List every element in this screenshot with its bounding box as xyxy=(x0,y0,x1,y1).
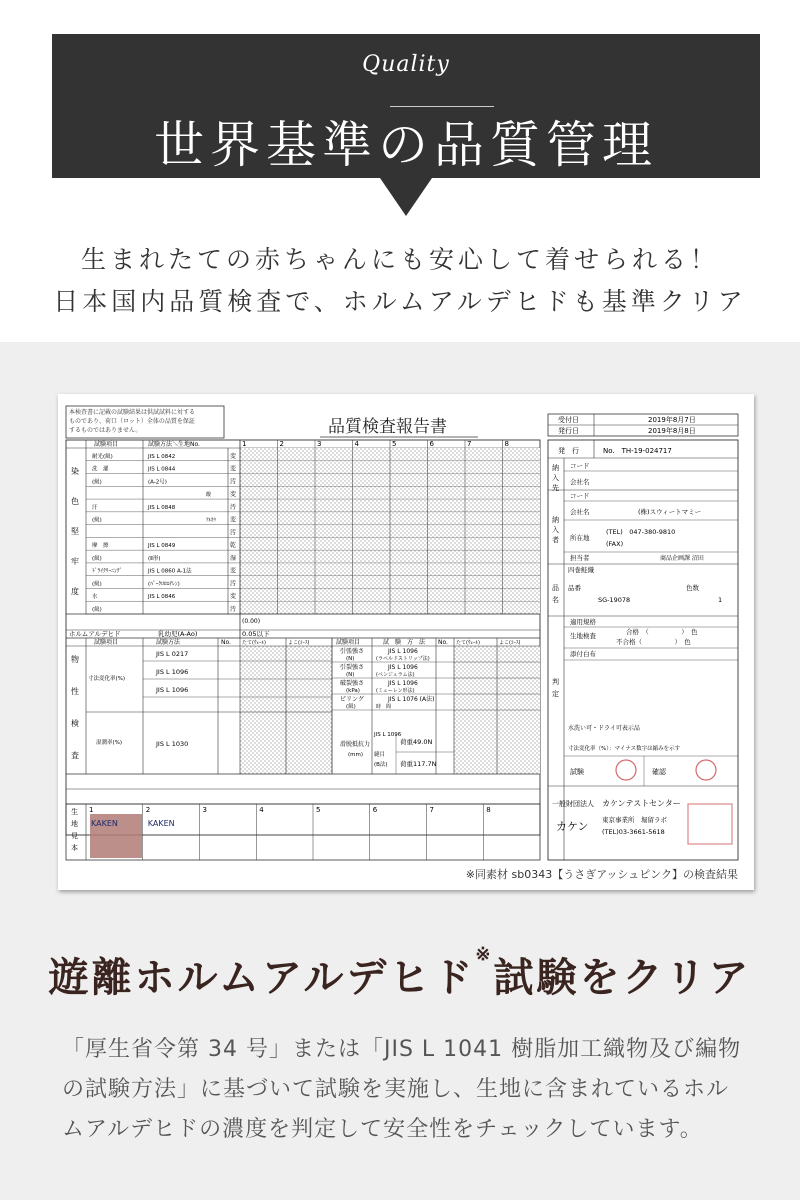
notice-text-3: するものではありません。 xyxy=(69,427,142,434)
section-heading-mark: ※ xyxy=(475,944,494,965)
issue-no: No. TH-19-024717 xyxy=(603,447,672,455)
person-value: 商品企画課 沼田 xyxy=(660,555,704,562)
delivery-code-label: コード xyxy=(570,462,590,470)
fabric-side-char: 地 xyxy=(71,820,78,828)
phys-right-unit: (級) xyxy=(346,704,356,710)
phys-head-weft-2: よこ(ｺｰｽ) xyxy=(499,640,521,646)
phys-item: 寸法変化率(%) xyxy=(88,676,126,682)
issued-label: 発行日 xyxy=(558,427,579,435)
dyeing-item: 耐光(級) xyxy=(92,453,113,460)
formaldehyde-method: 乳幼児(A-Ao) xyxy=(158,630,198,638)
dyeing-mark: 変 xyxy=(230,593,237,601)
banner-subtitle: Quality xyxy=(362,52,450,77)
judge-side-char: 定 xyxy=(552,690,559,698)
fabric-columns xyxy=(89,804,491,860)
dyeing-mark: 乾 xyxy=(230,542,237,550)
inspect-label: 生地検査 xyxy=(570,632,596,640)
phys-right-method: JIS L 1076 (A法) xyxy=(388,696,435,703)
phys-head-warp-2: たて(ｳｪｰﾙ) xyxy=(456,640,480,646)
phys-head-no-2: No. xyxy=(438,639,448,646)
phys-right-method: JIS L 1096 xyxy=(388,648,418,655)
org-prefix: 一般財団法人 xyxy=(552,800,594,808)
column-numbers xyxy=(242,440,509,448)
phys-side-char: 物 xyxy=(71,655,79,664)
deliverer-side-char: 者 xyxy=(552,536,559,544)
phys-side-labels xyxy=(71,654,79,760)
deliverer-company-label: 会社名 xyxy=(570,508,590,516)
attach-label: 添付白布 xyxy=(570,650,596,658)
deliverer-company-value: (株)スウィートマミー xyxy=(638,508,702,516)
slip-load-2: 荷重117.7N xyxy=(400,760,437,768)
dyeing-side-char: 染 xyxy=(71,467,79,476)
deliverer-side-char: 入 xyxy=(552,526,559,534)
dyeing-mark: 変 xyxy=(230,516,237,524)
fabric-no: 6 xyxy=(372,806,378,814)
office-tel: (TEL)03-3661-5618 xyxy=(602,828,665,836)
dyeing-item: (級) xyxy=(92,555,102,562)
phys-right-detail: 時 間 xyxy=(376,704,392,710)
phys-head-warp: たて(ｳｪｰﾙ) xyxy=(242,640,266,646)
dyeing-method: JIS L 0844 xyxy=(148,466,176,473)
deliverer-code-label: コード xyxy=(570,492,590,500)
person-label: 担当者 xyxy=(570,554,590,562)
fabric-no: 2 xyxy=(145,806,151,814)
dyeing-item: (級) xyxy=(92,479,102,486)
color-label: 色数 xyxy=(686,584,699,592)
dyeing-method: JIS L 0849 xyxy=(148,543,176,550)
banner-divider xyxy=(390,106,494,107)
phys-head-item-2: 試験項目 xyxy=(336,639,361,646)
column-header-1: 1 xyxy=(242,440,247,448)
dyeing-method: (Ⅱ形) xyxy=(148,555,161,562)
product-side-char: 品 xyxy=(552,584,559,592)
column-header-5: 5 xyxy=(392,440,397,448)
dyeing-side-char: 度 xyxy=(71,587,79,596)
issued-date: 2019年8月8日 xyxy=(648,427,696,435)
judge-side-char: 判 xyxy=(552,678,559,686)
received-label: 受付日 xyxy=(558,416,579,424)
slip-item: 滑脱抵抗力 xyxy=(340,741,371,748)
fabric-no: 4 xyxy=(259,806,264,814)
dyeing-item: 洗 濯 xyxy=(92,466,109,473)
dyeing-side-char: 堅 xyxy=(71,527,79,536)
org-stamp xyxy=(688,804,732,844)
intro-line-2: 日本国内品質検査で、ホルムアルデヒドも基準クリア xyxy=(53,287,747,316)
dyeing-method: JIS L 0846 xyxy=(148,594,176,601)
org-name: カケンテストセンター xyxy=(602,799,681,808)
dyeing-head-method: 試験方法＼生地No. xyxy=(148,441,200,448)
phys-item: 湿潤率(%) xyxy=(96,740,123,746)
address-label: 所在地 xyxy=(570,534,590,542)
dyeing-side-char: 牢 xyxy=(71,557,79,566)
dyeing-method: JIS L 0848 xyxy=(148,504,176,511)
notice-text-2: ものであり、荷口（ロット）全体の品質を保証 xyxy=(69,418,195,425)
report-caption: ※同素材 sb0343【うさぎアッシュピンク】の検査結果 xyxy=(465,868,738,881)
column-header-7: 7 xyxy=(467,440,472,448)
dyeing-item: 摩 擦 xyxy=(92,543,109,550)
fabric-label: KAKEN xyxy=(147,819,175,828)
dyeing-side-labels xyxy=(71,466,79,596)
product-side-char: 名 xyxy=(552,596,559,604)
dyeing-mark: 汚 xyxy=(230,478,237,486)
phys-right-item: 引張強さ xyxy=(340,648,365,655)
phys-side-char: 検 xyxy=(71,719,79,728)
dyeing-head-item: 試験項目 xyxy=(94,441,119,448)
dyeing-side-char: 色 xyxy=(71,497,79,506)
phys-side-char: 性 xyxy=(71,687,79,696)
color-value: 1 xyxy=(718,596,723,604)
delivery-side-char: 納 xyxy=(552,464,559,472)
column-header-2: 2 xyxy=(279,440,284,448)
fabric-no: 7 xyxy=(429,806,434,814)
dyeing-item: (級) xyxy=(92,607,102,613)
dyeing-mark: 汚 xyxy=(230,503,237,511)
fabric-side-char: 本 xyxy=(71,844,78,852)
slip-method: JIS L 1096 xyxy=(374,732,402,738)
hinban-label: 品番 xyxy=(568,584,581,592)
received-date: 2019年8月7日 xyxy=(648,416,696,424)
report-title: 品質検査報告書 xyxy=(328,417,447,437)
delivery-company-label: 会社名 xyxy=(570,478,590,486)
phys-right-detail: (ペンジュラム法) xyxy=(376,672,415,678)
dyeing-mark: 汚 xyxy=(230,580,237,588)
standard-label: 適用規格 xyxy=(570,618,596,626)
column-header-3: 3 xyxy=(317,440,322,448)
dyeing-mark: 変 xyxy=(230,491,237,499)
quality-banner xyxy=(52,34,760,178)
dyeing-method: JIS L 0860 A-1法 xyxy=(148,568,192,575)
org-logo: カケン xyxy=(556,820,589,833)
dyeing-item: ﾄﾞﾗｲｸﾘｰﾆﾝｸﾞ xyxy=(92,568,123,575)
phys-right-unit: (N) xyxy=(346,672,355,678)
dyeing-item: (級) xyxy=(92,581,102,588)
section-heading-tail: 試験をクリア xyxy=(493,954,752,1001)
dim-note: 寸法変化率（%）：マイナス数字は縮みを示す xyxy=(568,746,681,752)
dyeing-mark: 変 xyxy=(230,452,237,460)
phys-right-item: 引裂強さ xyxy=(340,664,365,671)
wash-note: 水洗い可・ドライ可表示品 xyxy=(568,725,640,732)
column-header-6: 6 xyxy=(429,440,434,448)
fabric-name: 四巻鮭織 xyxy=(568,566,594,574)
slip-load-1: 荷重49.0N xyxy=(400,738,433,746)
phys-side-char: 査 xyxy=(71,751,79,760)
fabric-no: 8 xyxy=(486,806,491,814)
address-tel: (TEL) 047-380-9810 xyxy=(606,528,676,536)
banner-arrow-icon xyxy=(380,178,432,216)
phys-method: JIS L 1030 xyxy=(156,740,189,748)
confirm-stamp xyxy=(696,760,716,780)
phys-right-item: 破裂強さ xyxy=(340,680,365,687)
fabric-no: 3 xyxy=(202,806,207,814)
fabric-side-char: 生 xyxy=(71,808,78,816)
slip-unit: (mm) xyxy=(348,752,364,758)
dyeing-item: 水 xyxy=(92,594,98,601)
phys-head-method-2: 試 験 方 法 xyxy=(383,639,426,646)
slip-sub: 縫目 xyxy=(374,752,386,758)
phys-head-weft: よこ(ｺｰｽ) xyxy=(288,640,310,646)
section-heading xyxy=(0,946,800,1003)
formaldehyde-limit: 0.05以下 xyxy=(242,630,270,638)
dyeing-mark: 変 xyxy=(230,567,237,575)
slip-sub2: (B法) xyxy=(374,762,388,768)
dyeing-mark: 汚 xyxy=(230,529,237,537)
phys-right-detail: (ミューレン形法) xyxy=(376,688,415,694)
formaldehyde-value: (0.00) xyxy=(242,618,261,625)
fabric-side-labels xyxy=(71,807,78,852)
inspect-fail: 不合格（ ） 色 xyxy=(616,638,691,646)
dyeing-sub: ｱﾙｶﾘ xyxy=(206,517,217,524)
dyeing-item: 汗 xyxy=(92,504,98,511)
confirm-label: 確認 xyxy=(652,768,666,776)
hinban-value: SG-19078 xyxy=(598,596,631,604)
deliverer-side-char: 納 xyxy=(552,516,559,524)
inspect-pass: 合格 （ ） 色 xyxy=(626,628,698,636)
phys-right-item: ピリング xyxy=(340,696,364,703)
dyeing-item: (級) xyxy=(92,517,102,524)
inspection-report-sheet xyxy=(58,394,754,890)
dyeing-mark: 汚 xyxy=(230,606,237,613)
test-label: 試験 xyxy=(570,768,584,776)
dyeing-method: JIS L 0842 xyxy=(148,453,176,460)
phys-head-no: No. xyxy=(221,639,231,646)
column-header-8: 8 xyxy=(504,440,509,448)
issue-label: 発 行 xyxy=(558,447,579,455)
section-heading-main: 遊離ホルムアルデヒド xyxy=(48,954,476,1001)
delivery-side-char: 先 xyxy=(552,484,559,492)
phys-right-method: JIS L 1096 xyxy=(388,664,418,671)
phys-right-unit: (kPa) xyxy=(346,688,360,694)
test-stamp xyxy=(616,760,636,780)
fabric-label: KAKEN xyxy=(91,819,118,828)
dyeing-method: (ﾊﾟｰｸﾛﾛｴﾁﾚﾝ) xyxy=(148,581,180,588)
fabric-no: 5 xyxy=(316,806,321,814)
banner-title: 世界基準の品質管理 xyxy=(154,116,658,174)
phys-head-method: 試験方法 xyxy=(156,639,181,646)
phys-right-method: JIS L 1096 xyxy=(388,680,418,687)
right-panel-content xyxy=(548,458,738,860)
dyeing-mark: 湿 xyxy=(230,554,237,562)
phys-right-detail: (ラベルドストリップ法) xyxy=(376,656,430,662)
phys-method: JIS L 0217 xyxy=(156,650,189,658)
phys-head-item: 試験項目 xyxy=(94,639,119,646)
address-fax: (FAX) xyxy=(606,540,624,548)
phys-method: JIS L 1096 xyxy=(156,686,189,694)
phys-right-unit: (N) xyxy=(346,656,355,662)
dyeing-mark: 変 xyxy=(230,465,237,473)
formaldehyde-label: ホルムアルデヒド xyxy=(69,630,121,638)
notice-text-1: 本検査書に記載の試験結果は供試試料に対する xyxy=(69,409,196,416)
delivery-side-char: 入 xyxy=(552,474,559,482)
dyeing-sub: 酸 xyxy=(206,492,212,499)
section-body: 「厚生省令第 34 号」または「JIS L 1041 樹脂加工織物及び編物の試験方法」に基づいて試験を実施し、生地に含まれているホルムアルデヒドの濃度を判定して安全性をチェックしています。 xyxy=(62,1037,742,1142)
column-header-4: 4 xyxy=(354,440,359,448)
inspection-report-image xyxy=(58,394,754,890)
intro-line-1: 生まれたての赤ちゃんにも安心して着せられる！ xyxy=(80,245,719,274)
fabric-no: 1 xyxy=(89,806,94,814)
office: 東京事業所 堀留ラボ xyxy=(602,816,667,824)
phys-method: JIS L 1096 xyxy=(156,668,189,676)
dyeing-method: (A-2号) xyxy=(148,479,167,486)
fabric-side-char: 見 xyxy=(71,832,78,840)
